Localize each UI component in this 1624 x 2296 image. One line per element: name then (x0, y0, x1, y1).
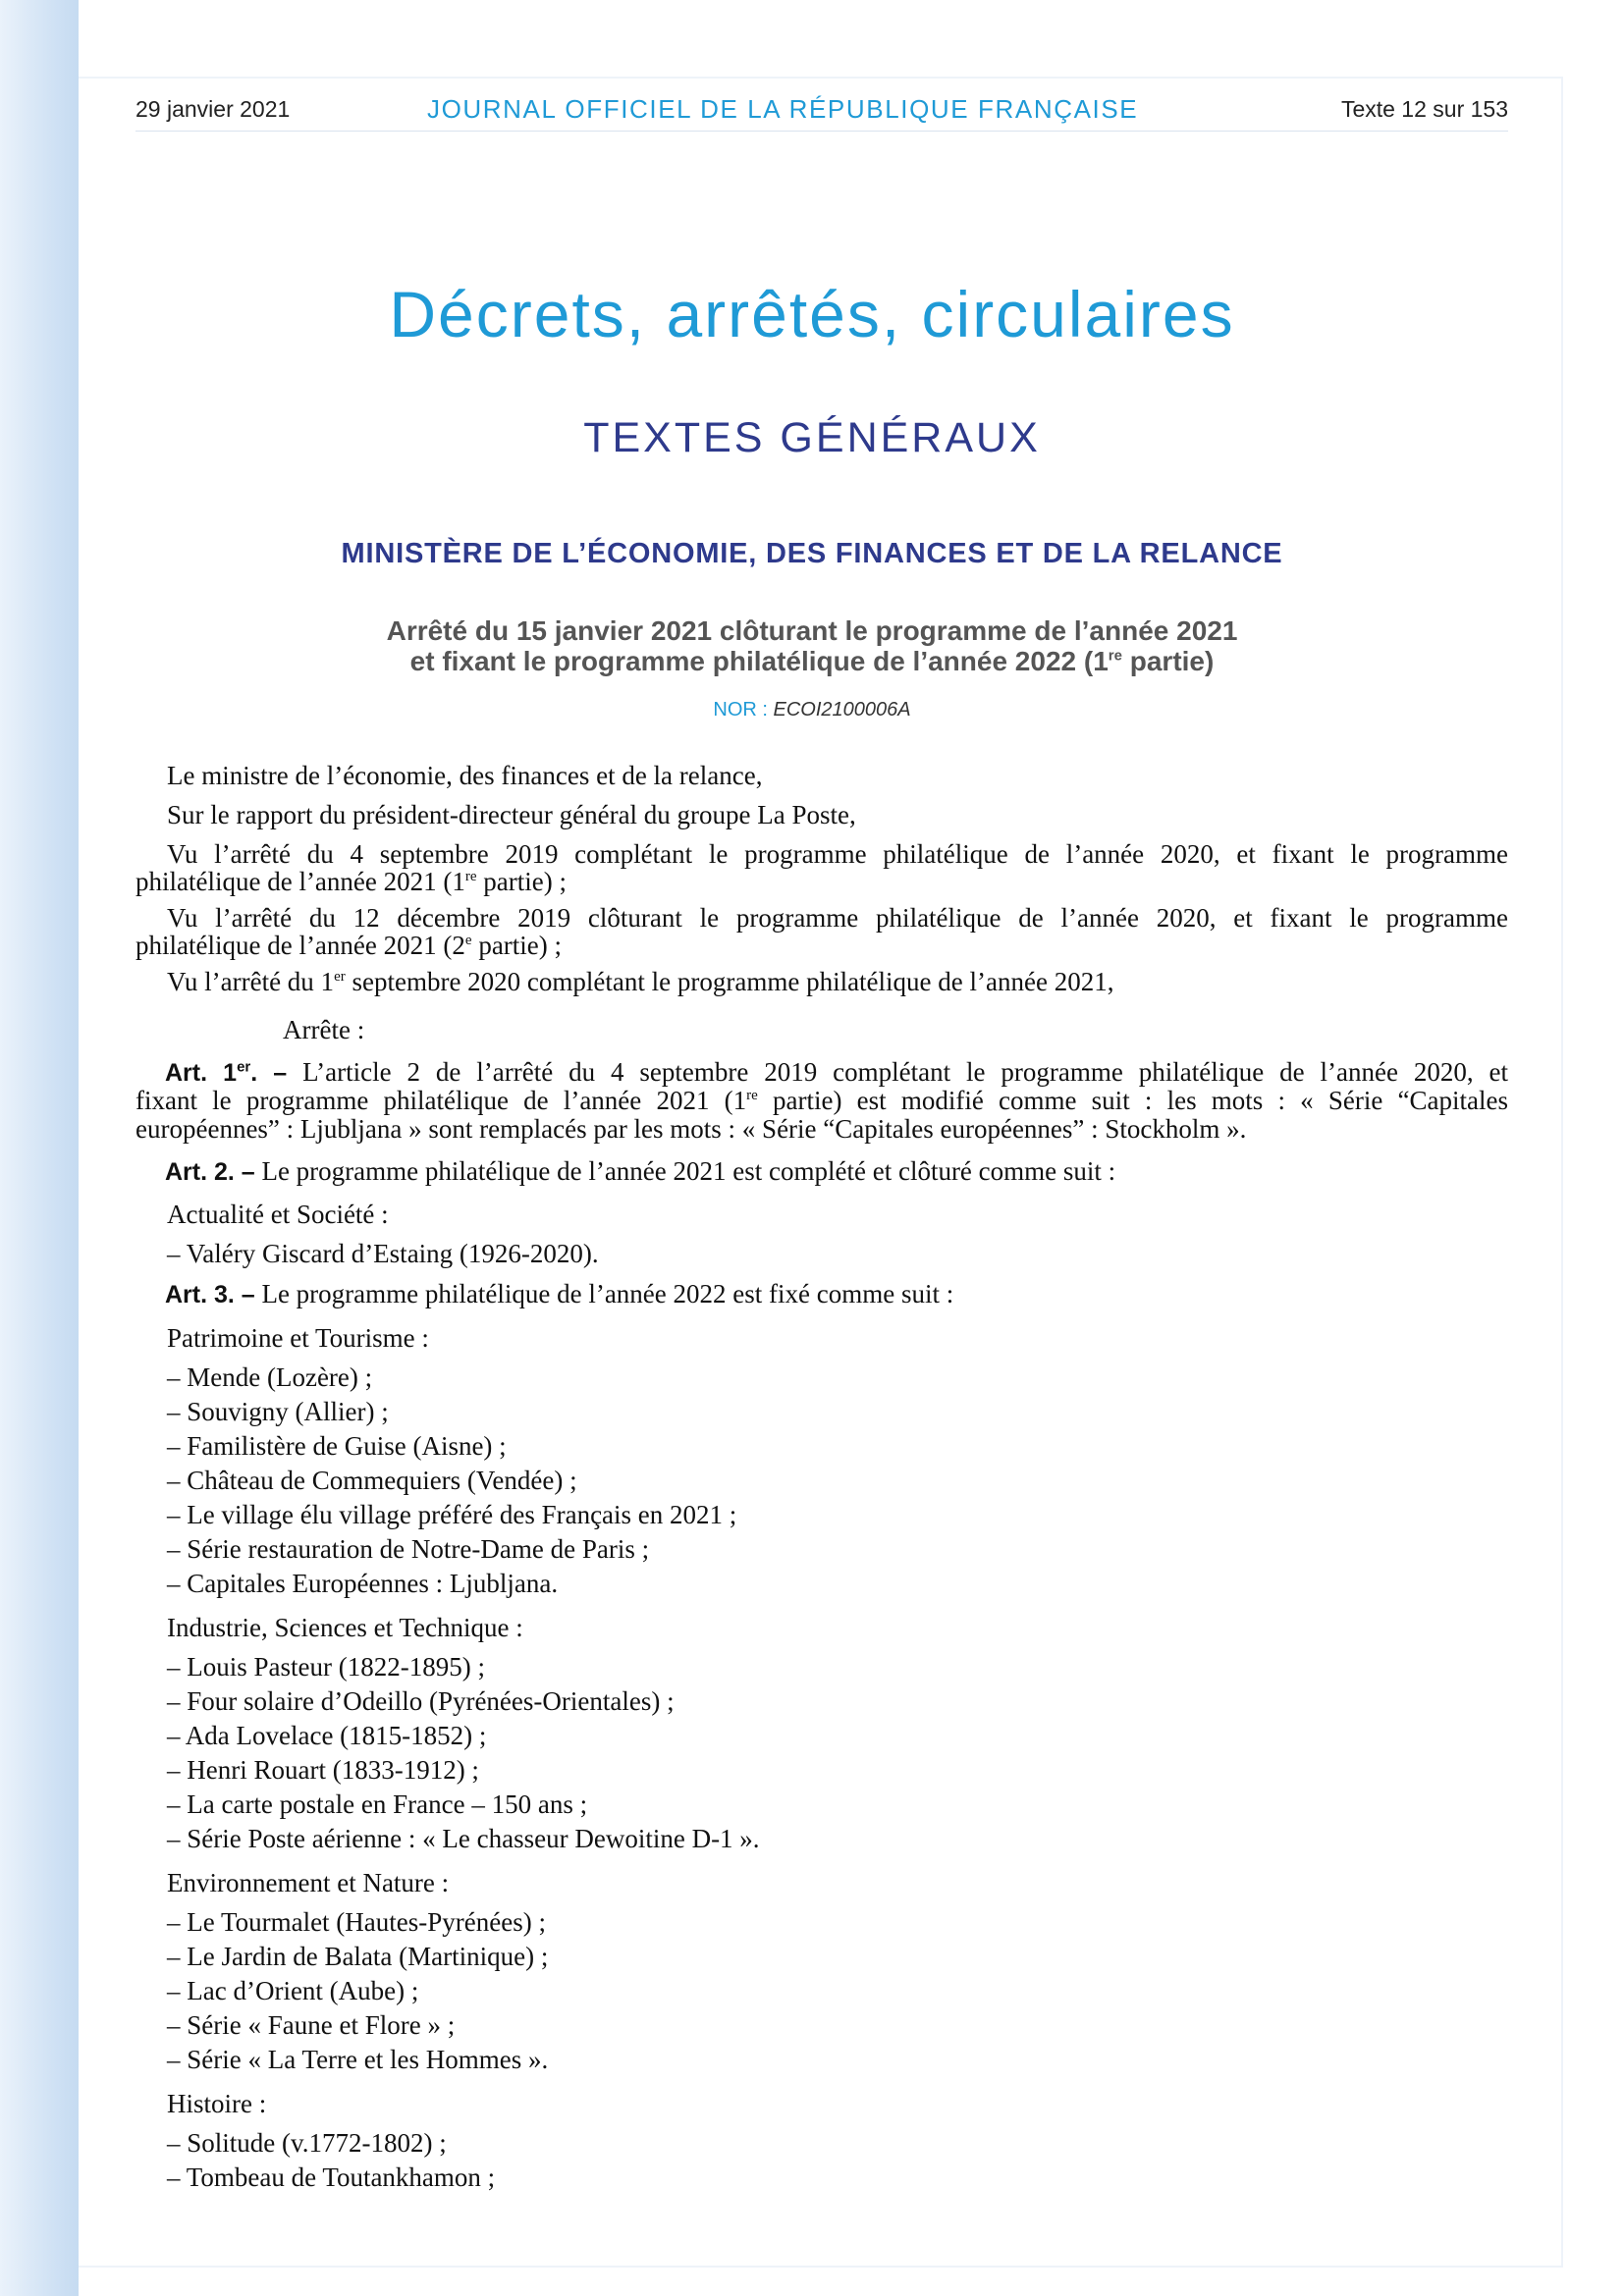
article-2: Art. 2. – Le programme philatélique de l’année 2021 est complété et clôturé comme suit : (165, 1156, 1116, 1186)
section-title: TEXTES GÉNÉRAUX (583, 414, 1041, 461)
category-title: Patrimoine et Tourisme : (167, 1323, 429, 1353)
list-item: – Série Poste aérienne : « Le chasseur Dewoitine D-1 ». (167, 1824, 760, 1853)
header-divider (135, 131, 1508, 132)
list-item: – Capitales Européennes : Ljubljana. (167, 1569, 559, 1598)
list-item: – Ada Lovelace (1815-1852) ; (167, 1721, 487, 1750)
list-item: – Mende (Lozère) ; (167, 1362, 373, 1392)
preamble-minister: Le ministre de l’économie, des finances et de la relance, (167, 761, 763, 790)
preamble-vu-1-line-1: Vu l’arrêté du 4 septembre 2019 complétant le programme philatélique de l’année 2020, et fixant le programme (167, 839, 1508, 869)
article-1-line-3: européennes” : Ljubljana » sont remplacés par les mots : « Série “Capitales européennes” : Stockholm ». (135, 1114, 1247, 1144)
header-text-number: Texte 12 sur 153 (1340, 96, 1508, 122)
list-item: – Tombeau de Toutankhamon ; (167, 2163, 496, 2192)
list-item: – Le Jardin de Balata (Martinique) ; (167, 1942, 549, 1971)
preamble-vu-2-line-1: Vu l’arrêté du 12 décembre 2019 clôturant le programme philatélique de l’année 2020, et fixant le programme (167, 903, 1508, 933)
article-1-line-1: Art. 1er. – L’article 2 de l’arrêté du 4 septembre 2019 complétant le programme philatélique de l’année 2020, et (165, 1057, 1508, 1087)
arrete-label: Arrête : (283, 1015, 365, 1044)
list-item: – Série « La Terre et les Hommes ». (167, 2045, 549, 2074)
list-item: – Série « Faune et Flore » ; (167, 2010, 456, 2040)
category-title: Industrie, Sciences et Technique : (167, 1613, 523, 1642)
list-item: – Lac d’Orient (Aube) ; (167, 1976, 419, 2005)
preamble-vu-2-line-2: philatélique de l’année 2021 (2e partie) ; (135, 931, 563, 960)
list-item: – Louis Pasteur (1822-1895) ; (167, 1652, 485, 1682)
list-item: – Le Tourmalet (Hautes-Pyrénées) ; (167, 1907, 546, 1937)
nor-label: NOR : (713, 699, 774, 721)
list-item: – Familistère de Guise (Aisne) ; (167, 1431, 507, 1461)
preamble-vu-1-line-2: philatélique de l’année 2021 (1re partie) ; (135, 867, 568, 896)
article-2-category: Actualité et Société : (167, 1200, 389, 1229)
list-item: – Souvigny (Allier) ; (167, 1397, 389, 1426)
ministry-title: MINISTÈRE DE L’ÉCONOMIE, DES FINANCES ET DE LA RELANCE (341, 538, 1283, 569)
category-title: Histoire : (167, 2089, 267, 2118)
list-item: – Four solaire d’Odeillo (Pyrénées-Orientales) ; (167, 1686, 675, 1716)
nor-reference (0, 699, 1624, 721)
article-2-label: Art. 2. – (165, 1158, 255, 1186)
article-3: Art. 3. – Le programme philatélique de l’année 2022 est fixé comme suit : (165, 1279, 954, 1308)
header-journal-title: JOURNAL OFFICIEL DE LA RÉPUBLIQUE FRANÇAISE (427, 94, 1139, 124)
list-item: – Le village élu village préféré des Français en 2021 ; (167, 1500, 737, 1529)
decree-title-line-1: Arrêté du 15 janvier 2021 clôturant le programme de l’année 2021 (386, 615, 1238, 646)
list-item: – Valéry Giscard d’Estaing (1926-2020). (167, 1239, 599, 1268)
article-1-label: Art. 1er. – (165, 1058, 288, 1087)
preamble-rapport: Sur le rapport du président-directeur général du groupe La Poste, (167, 800, 856, 829)
list-item: – Henri Rouart (1833-1912) ; (167, 1755, 479, 1785)
list-item: – Château de Commequiers (Vendée) ; (167, 1466, 577, 1495)
preamble-vu-3: Vu l’arrêté du 1er septembre 2020 complétant le programme philatélique de l’année 2021, (167, 967, 1114, 996)
decree-title-line-2: et fixant le programme philatélique de l’année 2022 (1re partie) (409, 646, 1215, 676)
article-1-line-2: fixant le programme philatélique de l’année 2021 (1re partie) est modifié comme suit : les mots : « Série “Capitales (135, 1086, 1508, 1115)
header-date: 29 janvier 2021 (135, 96, 291, 122)
article-3-label: Art. 3. – (165, 1281, 255, 1308)
list-item: – La carte postale en France – 150 ans ; (167, 1789, 588, 1819)
list-item: – Série restauration de Notre-Dame de Paris ; (167, 1534, 650, 1564)
nor-code: ECOI2100006A (773, 699, 911, 721)
category-title: Environnement et Nature : (167, 1868, 450, 1897)
page-title: Décrets, arrêtés, circulaires (389, 278, 1235, 350)
list-item: – Solitude (v.1772-1802) ; (167, 2128, 447, 2158)
